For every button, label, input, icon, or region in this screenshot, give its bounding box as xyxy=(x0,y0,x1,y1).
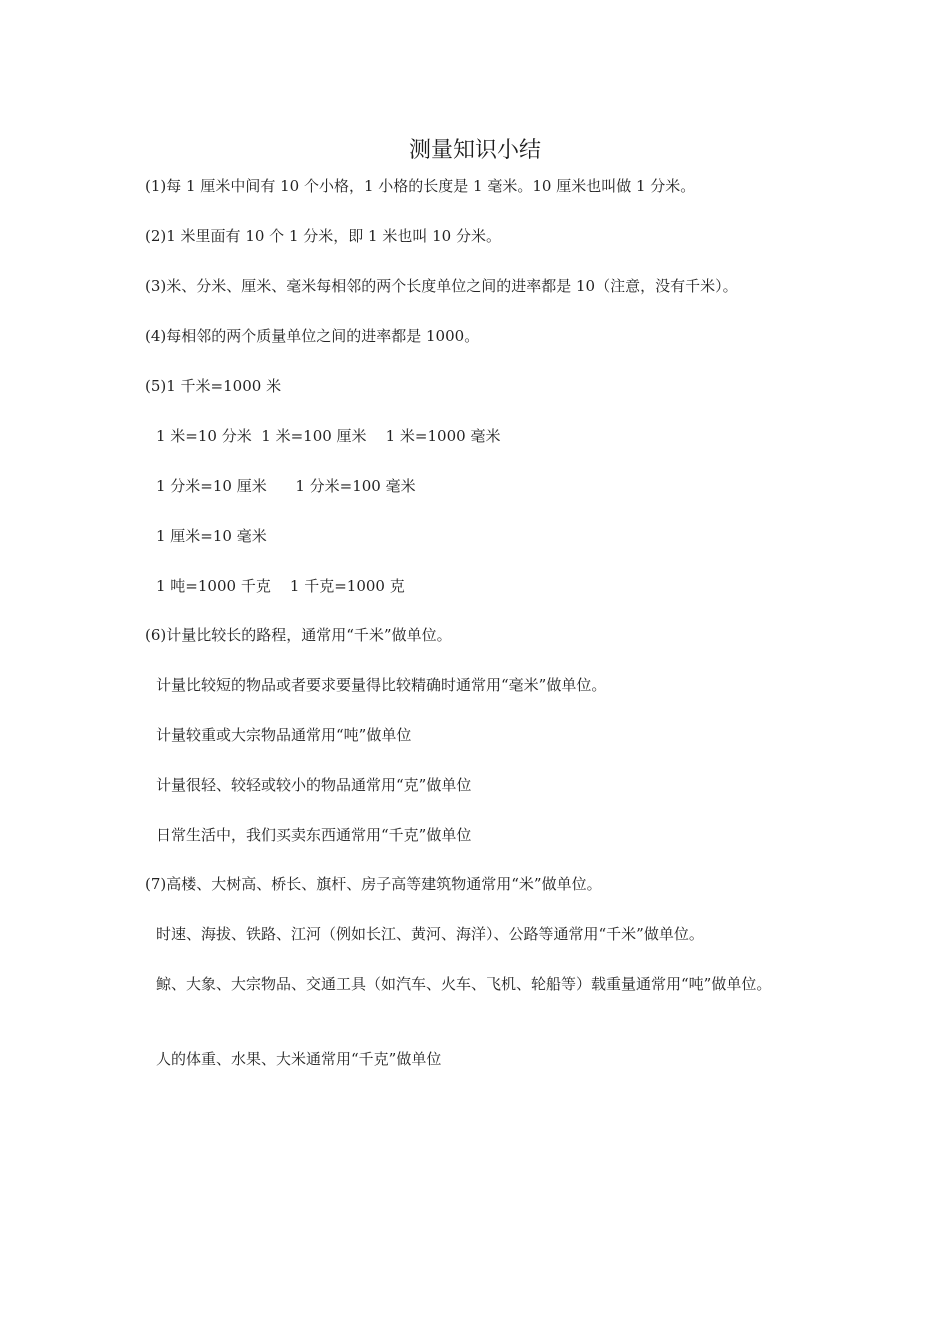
paragraph-6: (6)计量比较长的路程，通常用“千米”做单位。 xyxy=(145,626,452,644)
paragraph-6-millimeter: 计量比较短的物品或者要求要量得比较精确时通常用“毫米”做单位。 xyxy=(156,676,607,694)
paragraph-5: (5)1 千米=1000 米 xyxy=(145,377,282,395)
paragraph-1: (1)每 1 厘米中间有 10 个小格，1 小格的长度是 1 毫米。10 厘米也叫做 1 分米。 xyxy=(145,177,696,195)
paragraph-7: (7)高楼、大树高、桥长、旗杆、房子高等建筑物通常用“米”做单位。 xyxy=(145,875,602,893)
page-title: 测量知识小结 xyxy=(408,138,541,163)
conversion-ton: 1 吨=1000 千克 1 千克=1000 克 xyxy=(156,577,405,595)
conversion-centimeter: 1 厘米=10 毫米 xyxy=(156,527,267,545)
paragraph-7-kilometer: 时速、海拔、铁路、江河（例如长江、黄河、海洋）、公路等通常用“千米”做单位。 xyxy=(156,925,704,943)
paragraph-6-ton: 计量较重或大宗物品通常用“吨”做单位 xyxy=(156,726,412,744)
paragraph-3: (3)米、分米、厘米、毫米每相邻的两个长度单位之间的进率都是 10（注意，没有千米）。 xyxy=(145,277,738,295)
paragraph-4: (4)每相邻的两个质量单位之间的进率都是 1000。 xyxy=(145,327,480,345)
paragraph-7-ton: 鲸、大象、大宗物品、交通工具（如汽车、火车、飞机、轮船等）载重量通常用“吨”做单位。 xyxy=(156,975,772,993)
paragraph-6-gram: 计量很轻、较轻或较小的物品通常用“克”做单位 xyxy=(156,776,472,794)
paragraph-2: (2)1 米里面有 10 个 1 分米，即 1 米也叫 10 分米。 xyxy=(145,227,501,245)
conversion-decimeter: 1 分米=10 厘米 1 分米=100 毫米 xyxy=(156,477,416,495)
paragraph-7-kilogram: 人的体重、水果、大米通常用“千克”做单位 xyxy=(156,1050,442,1068)
paragraph-6-kilogram: 日常生活中，我们买卖东西通常用“千克”做单位 xyxy=(156,826,472,844)
conversion-meter: 1 米=10 分米 1 米=100 厘米 1 米=1000 毫米 xyxy=(156,427,501,445)
